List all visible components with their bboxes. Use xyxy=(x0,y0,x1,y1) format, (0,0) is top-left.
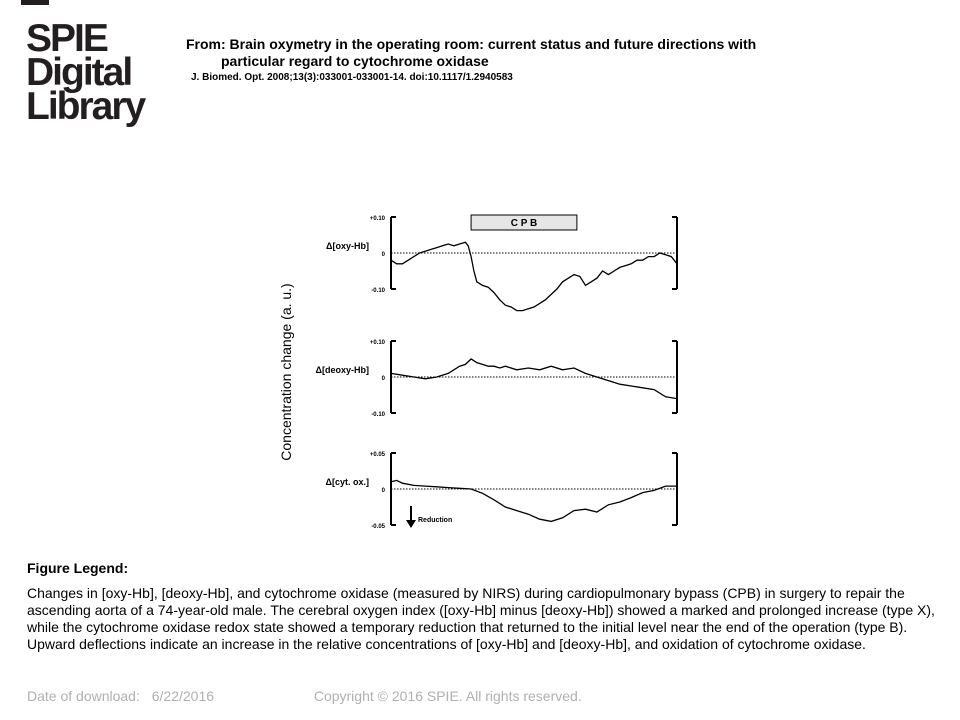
article-citation: J. Biomed. Opt. 2008;13(3):033001-033001-14. doi:10.1117/1.2940583 xyxy=(191,72,513,83)
logo-line-1: SPIE xyxy=(26,17,107,60)
spie-logo xyxy=(26,17,156,128)
panel-2-name: Δ[cyt. ox.] xyxy=(325,477,369,487)
panel-1-tick-label-0: +0.10 xyxy=(369,340,385,346)
panel-2-tick-label-2: -0.05 xyxy=(371,524,385,530)
panel-0-tick-label-1: 0 xyxy=(381,252,385,258)
figure xyxy=(270,200,690,545)
panel-0-tick-label-2: -0.10 xyxy=(371,288,385,294)
panel-2-tick-label-1: 0 xyxy=(381,488,385,494)
panel-1-tick-label-1: 0 xyxy=(381,376,385,382)
download-date: 6/22/2016 xyxy=(151,688,215,704)
article-title-line-1: From: Brain oxymetry in the operating room: current status and future directions with xyxy=(186,36,757,52)
panel-1-series-line xyxy=(391,359,677,399)
reduction-label: Reduction xyxy=(418,517,453,524)
panel-1-name: Δ[deoxy-Hb] xyxy=(315,365,369,375)
panel-2-tick-label-0: +0.05 xyxy=(369,452,385,458)
figure-legend-text: Changes in [oxy-Hb], [deoxy-Hb], and cytochrome oxidase (measured by NIRS) during cardiopulmonary bypass (CPB) in surgery to repair the ascending aorta of a 74-year-old male. The cerebral oxygen index ([oxy-Hb] minus [deoxy-Hb]) showed a marked and prolonged increase (type X), while the cytochrome oxidase redox state showed a temporary reduction that returned to the initial level near the end of the operation (type B). Upward deflections indicate an increase in the relative concentrations of [oxy-Hb] and [deoxy-Hb], and oxidation of cytochrome oxidase. xyxy=(27,585,935,652)
panel-1-tick-label-2: -0.10 xyxy=(371,412,385,418)
article-title-line-2: particular regard to cytochrome oxidase xyxy=(221,53,489,69)
panel-0-name: Δ[oxy-Hb] xyxy=(326,241,369,251)
corner-mark xyxy=(21,0,49,5)
cpb-label: C P B xyxy=(510,218,538,229)
logo-line-2: Digital xyxy=(26,51,132,94)
nirs-chart xyxy=(270,200,690,545)
panel-0-tick-label-0: +0.10 xyxy=(369,216,385,222)
panel-2-series-line xyxy=(391,480,677,521)
copyright: Copyright © 2016 SPIE. All rights reserved. xyxy=(313,688,582,704)
article-header xyxy=(186,36,906,83)
panel-0-series-line xyxy=(391,242,677,310)
download-label: Date of download: xyxy=(27,688,140,704)
figure-legend-heading: Figure Legend: xyxy=(27,560,129,576)
y-axis-label: Concentration change (a. u.) xyxy=(278,283,294,461)
footer xyxy=(27,688,582,704)
logo-line-3: Library xyxy=(26,85,145,128)
reduction-arrow-head xyxy=(406,520,416,528)
